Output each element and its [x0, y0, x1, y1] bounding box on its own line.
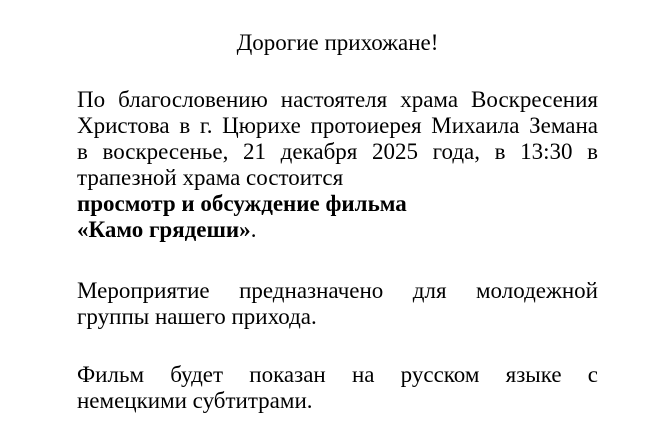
language-note-line: Фильм будет показан на русском языке с	[77, 362, 598, 387]
announcement-line: трапезной храма состоится	[77, 165, 344, 190]
event-film-title-line	[77, 217, 598, 243]
audience-paragraph	[77, 278, 598, 330]
film-title-period: .	[250, 217, 257, 242]
announcement-line: По благословению настоятеля храма Воскресения	[77, 87, 598, 112]
audience-line: Мероприятие предназначено для молодежной	[77, 278, 598, 303]
film-title: «Камо грядеши»	[77, 217, 251, 242]
language-note-line: немецкими субтитрами.	[77, 388, 313, 413]
announcement-line: в воскресенье, 21 декабря 2025 года, в 13:30 в	[77, 139, 598, 164]
audience-line: группы нашего прихода.	[77, 304, 317, 329]
announcement-paragraph	[77, 87, 598, 243]
announcement-line: Христова в г. Цюрихе протоиерея Михаила Земана	[77, 113, 598, 138]
greeting-heading: Дорогие прихожане!	[236, 30, 439, 55]
language-note-paragraph	[77, 362, 598, 414]
event-title-line: просмотр и обсуждение фильма	[77, 191, 407, 216]
